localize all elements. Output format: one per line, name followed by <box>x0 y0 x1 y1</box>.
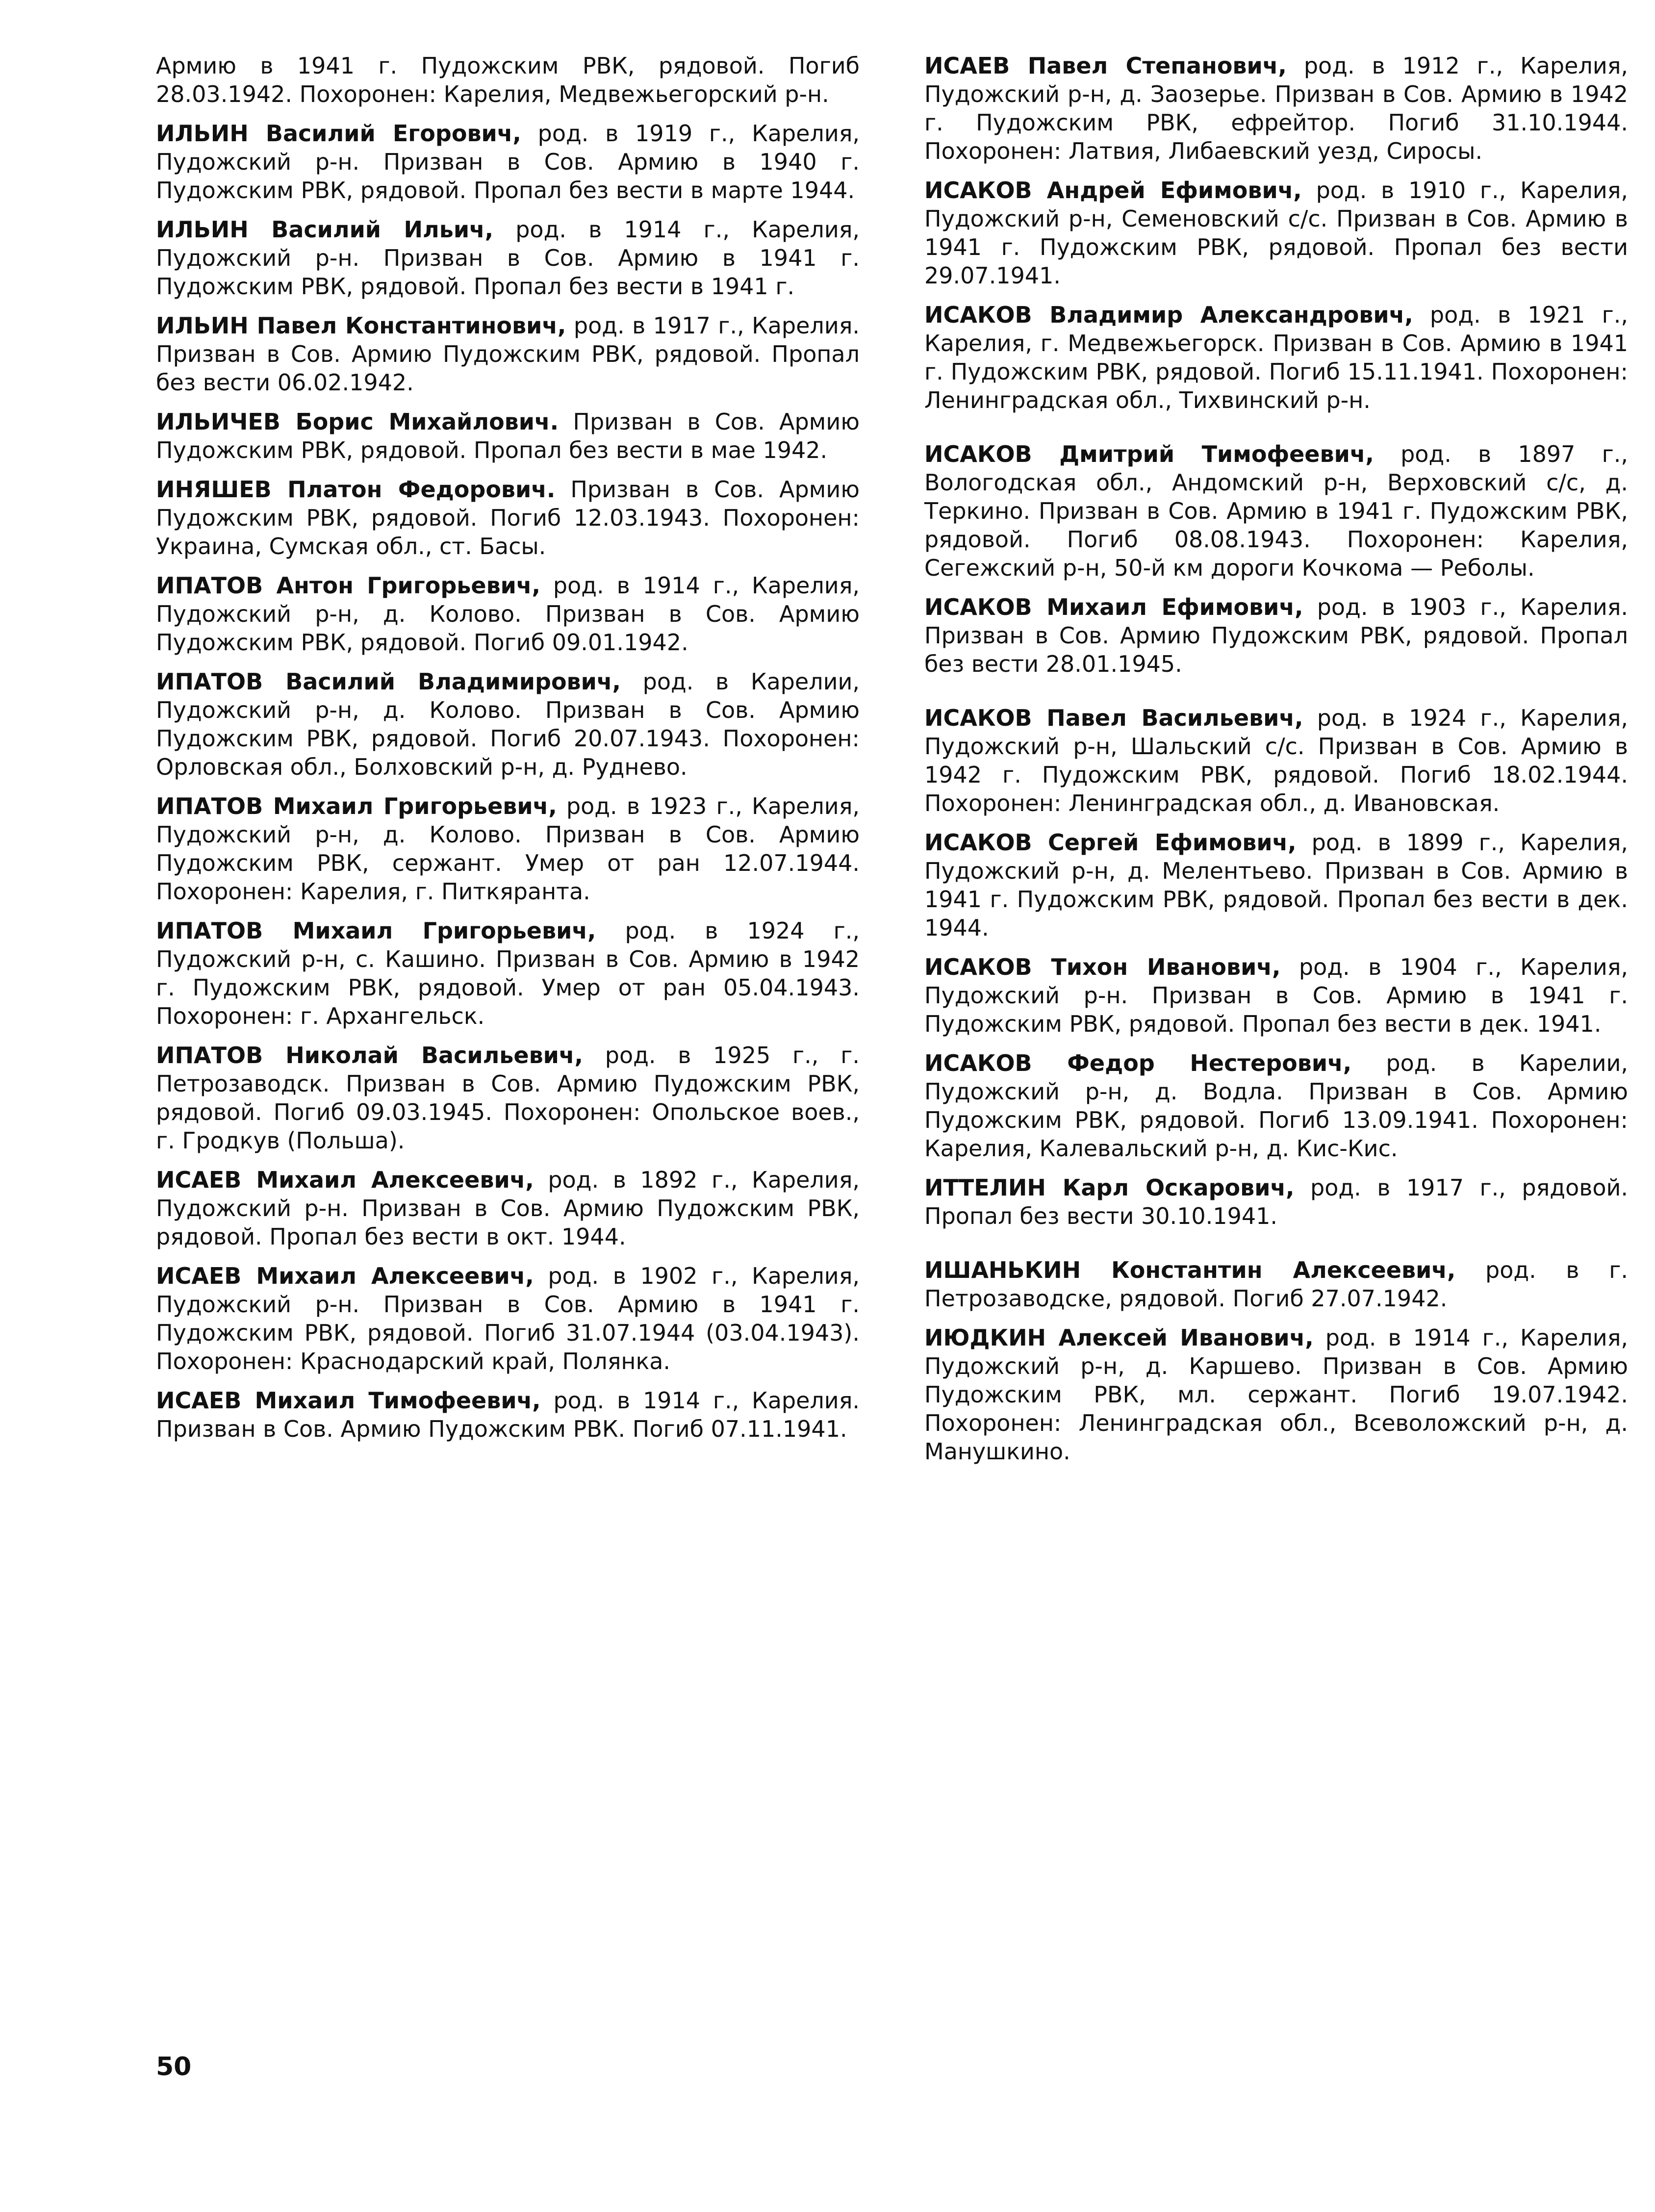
entry-continuation <box>156 51 860 108</box>
entry-text: род. в 1923 г., Карелия, Пудожский р-н, д. Колово. Призван в Сов. Армию Пудожским РВК, сержант. Умер от ран 12.07.1944. Похоронен: Карелия, г. Питкяранта. <box>156 793 860 905</box>
entry <box>924 828 1628 942</box>
entry <box>156 916 860 1030</box>
entry <box>924 953 1628 1038</box>
entry-name: ИПАТОВ Антон Григорьевич, <box>156 572 540 599</box>
entry <box>156 215 860 301</box>
entry-name: ИПАТОВ Михаил Григорьевич, <box>156 793 557 819</box>
left-column <box>156 51 860 1454</box>
entry-name: ИСАКОВ Павел Васильевич, <box>924 705 1303 731</box>
entry-name: ИСАКОВ Тихон Иванович, <box>924 954 1281 980</box>
entry <box>156 571 860 657</box>
entry-text: род. в Карелии, Пудожский р-н, д. Колово. Призван в Сов. Армию Пудожским РВК, рядовой. Погиб 20.07.1943. Похоронен: Орловская обл., Болховский р-н, д. Руднево. <box>156 668 860 780</box>
entry-text: род. в 1902 г., Карелия, Пудожский р-н. Призван в Сов. Армию в 1941 г. Пудожским РВК, рядовой. Погиб 31.07.1944 (03.04.1943). Похоронен: Краснодарский край, Полянка. <box>156 1263 860 1374</box>
entry-text: род. в 1914 г., Карелия, Пудожский р-н. Призван в Сов. Армию в 1941 г. Пудожским РВК, рядовой. Пропал без вести в 1941 г. <box>156 216 860 300</box>
entry-name: ИСАЕВ Павел Степанович, <box>924 52 1287 79</box>
entry <box>924 704 1628 817</box>
entry-name: ИТТЕЛИН Карл Оскарович, <box>924 1174 1295 1201</box>
entry-text: Призван в Сов. Армию Пудожским РВК, рядовой. Погиб 12.03.1943. Похоронен: Украина, Сумская обл., ст. Басы. <box>156 476 860 559</box>
entry-text: род. в 1914 г., Карелия, Пудожский р-н, д. Колово. Призван в Сов. Армию Пудожским РВК, рядовой. Погиб 09.01.1942. <box>156 572 860 656</box>
entry <box>924 1323 1628 1466</box>
entry-text: род. в 1897 г., Вологодская обл., Андомский р-н, Верховский с/с, д. Теркино. Призван в Сов. Армию в 1941 г. Пудожским РВК, рядовой. Погиб 08.08.1943. Похоронен: Карелия, Сегежский р-н, 50-й км дороги Кочкома — Реболы. <box>924 441 1628 581</box>
entry-text: род. в 1919 г., Карелия, Пудожский р-н. Призван в Сов. Армию в 1940 г. Пудожским РВК, рядовой. Пропал без вести в марте 1944. <box>156 120 860 203</box>
entry-name: ИЛЬИЧЕВ Борис Михайлович. <box>156 408 559 435</box>
entry-name: ИПАТОВ Николай Васильевич, <box>156 1042 583 1068</box>
entry <box>924 301 1628 414</box>
entry <box>924 440 1628 582</box>
entry-text: Призван в Сов. Армию Пудожским РВК, рядовой. Пропал без вести в мае 1942. <box>156 408 860 463</box>
entry-text: род. в 1925 г., г. Петрозаводск. Призван в Сов. Армию Пудожским РВК, рядовой. Погиб 09.03.1945. Похоронен: Опольское воев., г. Гродкув (Польша). <box>156 1042 860 1154</box>
entry-name: ИСАКОВ Андрей Ефимович, <box>924 177 1302 203</box>
entry-name: ИНЯШЕВ Платон Федорович. <box>156 476 556 503</box>
entry-name: ИШАНЬКИН Константин Алексеевич, <box>924 1257 1456 1283</box>
entry-name: ИЛЬИН Василий Ильич, <box>156 216 494 243</box>
entry-text: род. в Карелии, Пудожский р-н, д. Водла. Призван в Сов. Армию Пудожским РВК, рядовой. Погиб 13.09.1941. Похоронен: Карелия, Калевальский р-н, д. Кис-Кис. <box>924 1050 1628 1162</box>
entry <box>156 407 860 464</box>
entry-name: ИСАЕВ Михаил Алексеевич, <box>156 1167 534 1193</box>
entry <box>156 311 860 397</box>
entry-text: род. в 1910 г., Карелия, Пудожский р-н, Семеновский с/с. Призван в Сов. Армию в 1941 г. Пудожским РВК, рядовой. Пропал без вести 29.07.1941. <box>924 177 1629 289</box>
entry <box>924 51 1628 165</box>
entry-text: род. в 1903 г., Карелия. Призван в Сов. Армию Пудожским РВК, рядовой. Пропал без вести 28.01.1945. <box>924 594 1629 677</box>
entry <box>156 667 860 781</box>
entry-name: ИЮДКИН Алексей Иванович, <box>924 1324 1314 1351</box>
entry-name: ИЛЬИН Павел Константинович, <box>156 312 566 339</box>
entry <box>924 1256 1628 1313</box>
entry <box>156 1262 860 1375</box>
entry <box>156 1386 860 1443</box>
entry-name: ИСАКОВ Сергей Ефимович, <box>924 829 1297 856</box>
page-number: 50 <box>156 2052 192 2082</box>
entry-text: род. в г. Петрозаводске, рядовой. Погиб 27.07.1942. <box>924 1257 1628 1312</box>
entry-text: род. в 1917 г., Карелия. Призван в Сов. Армию Пудожским РВК, рядовой. Пропал без вести 06.02.1942. <box>156 312 860 396</box>
entry-text: род. в 1924 г., Пудожский р-н, с. Кашино. Призван в Сов. Армию в 1942 г. Пудожским РВК, рядовой. Умер от ран 05.04.1943. Похоронен: г. Архангельск. <box>156 917 860 1029</box>
entry <box>156 119 860 204</box>
entry-text: род. в 1904 г., Карелия, Пудожский р-н. Призван в Сов. Армию в 1941 г. Пудожским РВК, рядовой. Пропал без вести в дек. 1941. <box>924 954 1629 1037</box>
entry-text: род. в 1892 г., Карелия, Пудожский р-н. Призван в Сов. Армию Пудожским РВК, рядовой. Пропал без вести в окт. 1944. <box>156 1167 860 1250</box>
entry-text: род. в 1921 г., Карелия, г. Медвежьегорск. Призван в Сов. Армию в 1941 г. Пудожским РВК, рядовой. Погиб 15.11.1941. Похоронен: Ленинградская обл., Тихвинский р-н. <box>924 302 1628 413</box>
entry <box>924 1173 1628 1230</box>
entry-name: ИПАТОВ Михаил Григорьевич, <box>156 917 596 944</box>
entry-text: род. в 1912 г., Карелия, Пудожский р-н, д. Заозерье. Призван в Сов. Армию в 1942 г. Пудожским РВК, ефрейтор. Погиб 31.10.1944. Похоронен: Латвия, Либаевский уезд, Сиросы. <box>924 52 1629 164</box>
entry-name: ИПАТОВ Василий Владимирович, <box>156 668 621 695</box>
entry-text: род. в 1899 г., Карелия, Пудожский р-н, д. Мелентьево. Призван в Сов. Армию в 1941 г. Пудожским РВК, рядовой. Пропал без вести в дек. 1944. <box>924 829 1628 941</box>
entry-name: ИСАЕВ Михаил Алексеевич, <box>156 1263 534 1289</box>
entry-name: ИСАЕВ Михаил Тимофеевич, <box>156 1387 541 1414</box>
entry-name: ИСАКОВ Михаил Ефимович, <box>924 594 1303 620</box>
right-column <box>924 51 1628 1476</box>
entry <box>924 593 1628 678</box>
entry <box>156 1166 860 1251</box>
entry-name: ИЛЬИН Василий Егорович, <box>156 120 521 147</box>
entry-text: род. в 1924 г., Карелия, Пудожский р-н, Шальский с/с. Призван в Сов. Армию в 1942 г. Пудожским РВК, рядовой. Погиб 18.02.1944. Похоронен: Ленинградская обл., д. Ивановская. <box>924 705 1629 816</box>
entry-text: Армию в 1941 г. Пудожским РВК, рядовой. Погиб 28.03.1942. Похоронен: Карелия, Медвежьегорский р-н. <box>156 52 860 107</box>
entry <box>156 1041 860 1155</box>
entry <box>924 176 1628 290</box>
entry-text: род. в 1914 г., Карелия, Пудожский р-н, д. Каршево. Призван в Сов. Армию Пудожским РВК, мл. сержант. Погиб 19.07.1942. Похоронен: Ленинградская обл., Всеволожский р-н, д. Манушкино. <box>924 1324 1628 1465</box>
entry-name: ИСАКОВ Владимир Александрович, <box>924 302 1413 328</box>
entry-text: род. в 1917 г., рядовой. Пропал без вести 30.10.1941. <box>924 1174 1628 1229</box>
entry <box>924 1049 1628 1163</box>
entry-text: род. в 1914 г., Карелия. Призван в Сов. Армию Пудожским РВК. Погиб 07.11.1941. <box>156 1387 860 1442</box>
entry <box>156 475 860 560</box>
entry <box>156 792 860 906</box>
entry-name: ИСАКОВ Дмитрий Тимофеевич, <box>924 441 1374 467</box>
entry-name: ИСАКОВ Федор Нестерович, <box>924 1050 1352 1076</box>
